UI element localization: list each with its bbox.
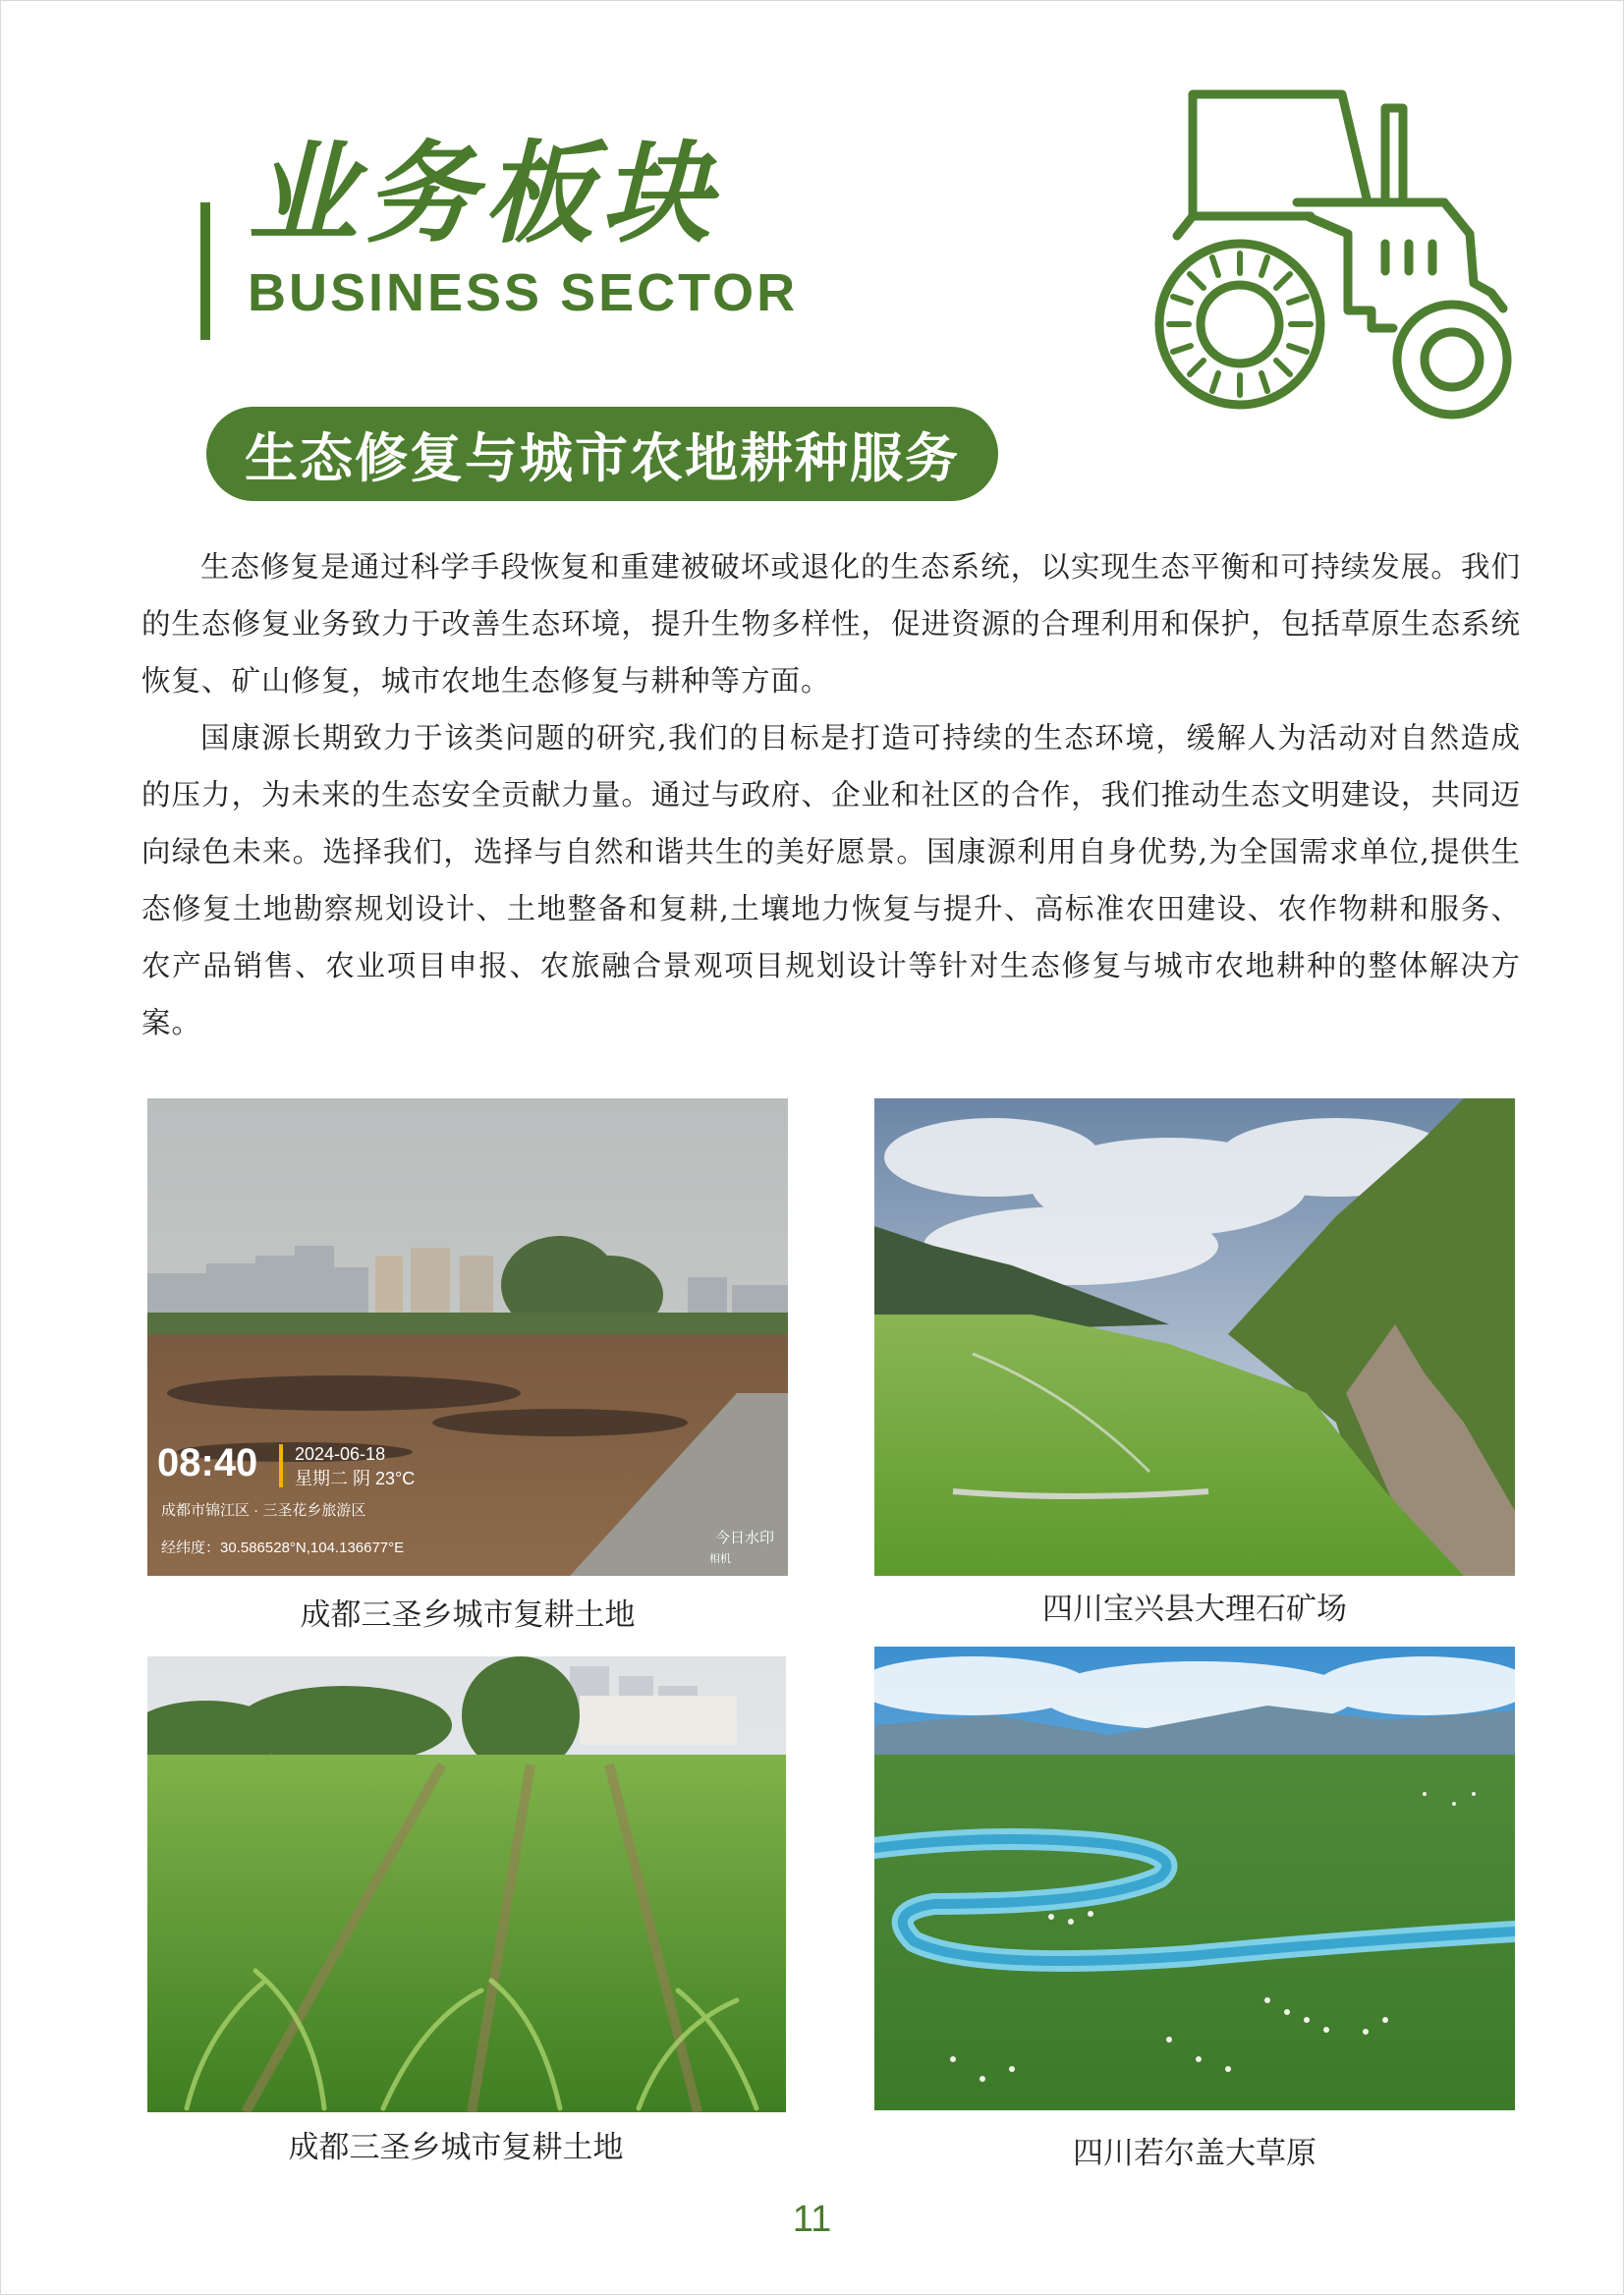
title-accent-bar [200, 202, 210, 340]
caption-photo-3: 成都三圣乡城市复耕土地 [288, 2130, 624, 2165]
watermark-weather: 星期二 阴 23°C [295, 1469, 416, 1488]
watermark-location: 成都市锦江区 · 三圣花乡旅游区 [161, 1502, 366, 1519]
photo-grassland [874, 1647, 1515, 2110]
caption-photo-1: 成都三圣乡城市复耕土地 [300, 1597, 636, 1633]
watermark-coords: 经纬度：30.586528°N,104.136677°E [161, 1539, 405, 1556]
watermark-brand-sub: 相机 [709, 1553, 731, 1565]
page-title: 业务板块 [248, 130, 719, 258]
paragraph-2: 国康源长期致力于该类问题的研究,我们的目标是打造可持续的生态环境，缓解人为活动对自然造成的压力，为未来的生态安全贡献力量。通过与政府、企业和社区的合作，我们推动生态文明建设，共同迈向绿色未来。选择我们，选择与自然和谐共生的美好愿景。国康源利用自身优势,为全国需求单位,提供生态修复土地勘察规划设计、土地整备和复耕,土壤地力恢复与提升、高标准农田建设、农作物耕和服务、农产品销售、农业项目申报、农旅融合景观项目规划设计等针对生态修复与城市农地耕种的整体解决方案。 [141, 721, 1521, 1039]
section-title: 生态修复与城市农地耕种服务 [245, 426, 960, 489]
page-number: 11 [792, 2199, 832, 2240]
section-title-pill [206, 407, 998, 501]
caption-photo-2: 四川宝兴县大理石矿场 [1042, 1592, 1347, 1627]
body-text [141, 538, 1521, 1051]
photo-marble-mine [874, 1098, 1515, 1576]
watermark-date: 2024-06-18 [295, 1444, 386, 1464]
paragraph-1: 生态修复是通过科学手段恢复和重建被破坏或退化的生态系统，以实现生态平衡和可持续发展。我们的生态修复业务致力于改善生态环境，提升生物多样性，促进资源的合理利用和保护，包括草原生态系统恢复、矿山修复，城市农地生态修复与耕种等方面。 [141, 550, 1521, 698]
photo-city-farmland [147, 1098, 788, 1576]
watermark-brand: 今日水印 [715, 1530, 775, 1546]
watermark-time: 08:40 [157, 1441, 258, 1484]
tractor-icon [1149, 86, 1533, 420]
photo-corn-field [147, 1656, 786, 2112]
caption-photo-4: 四川若尔盖大草原 [1073, 2136, 1316, 2171]
page-subtitle: BUSINESS SECTOR [248, 263, 799, 322]
